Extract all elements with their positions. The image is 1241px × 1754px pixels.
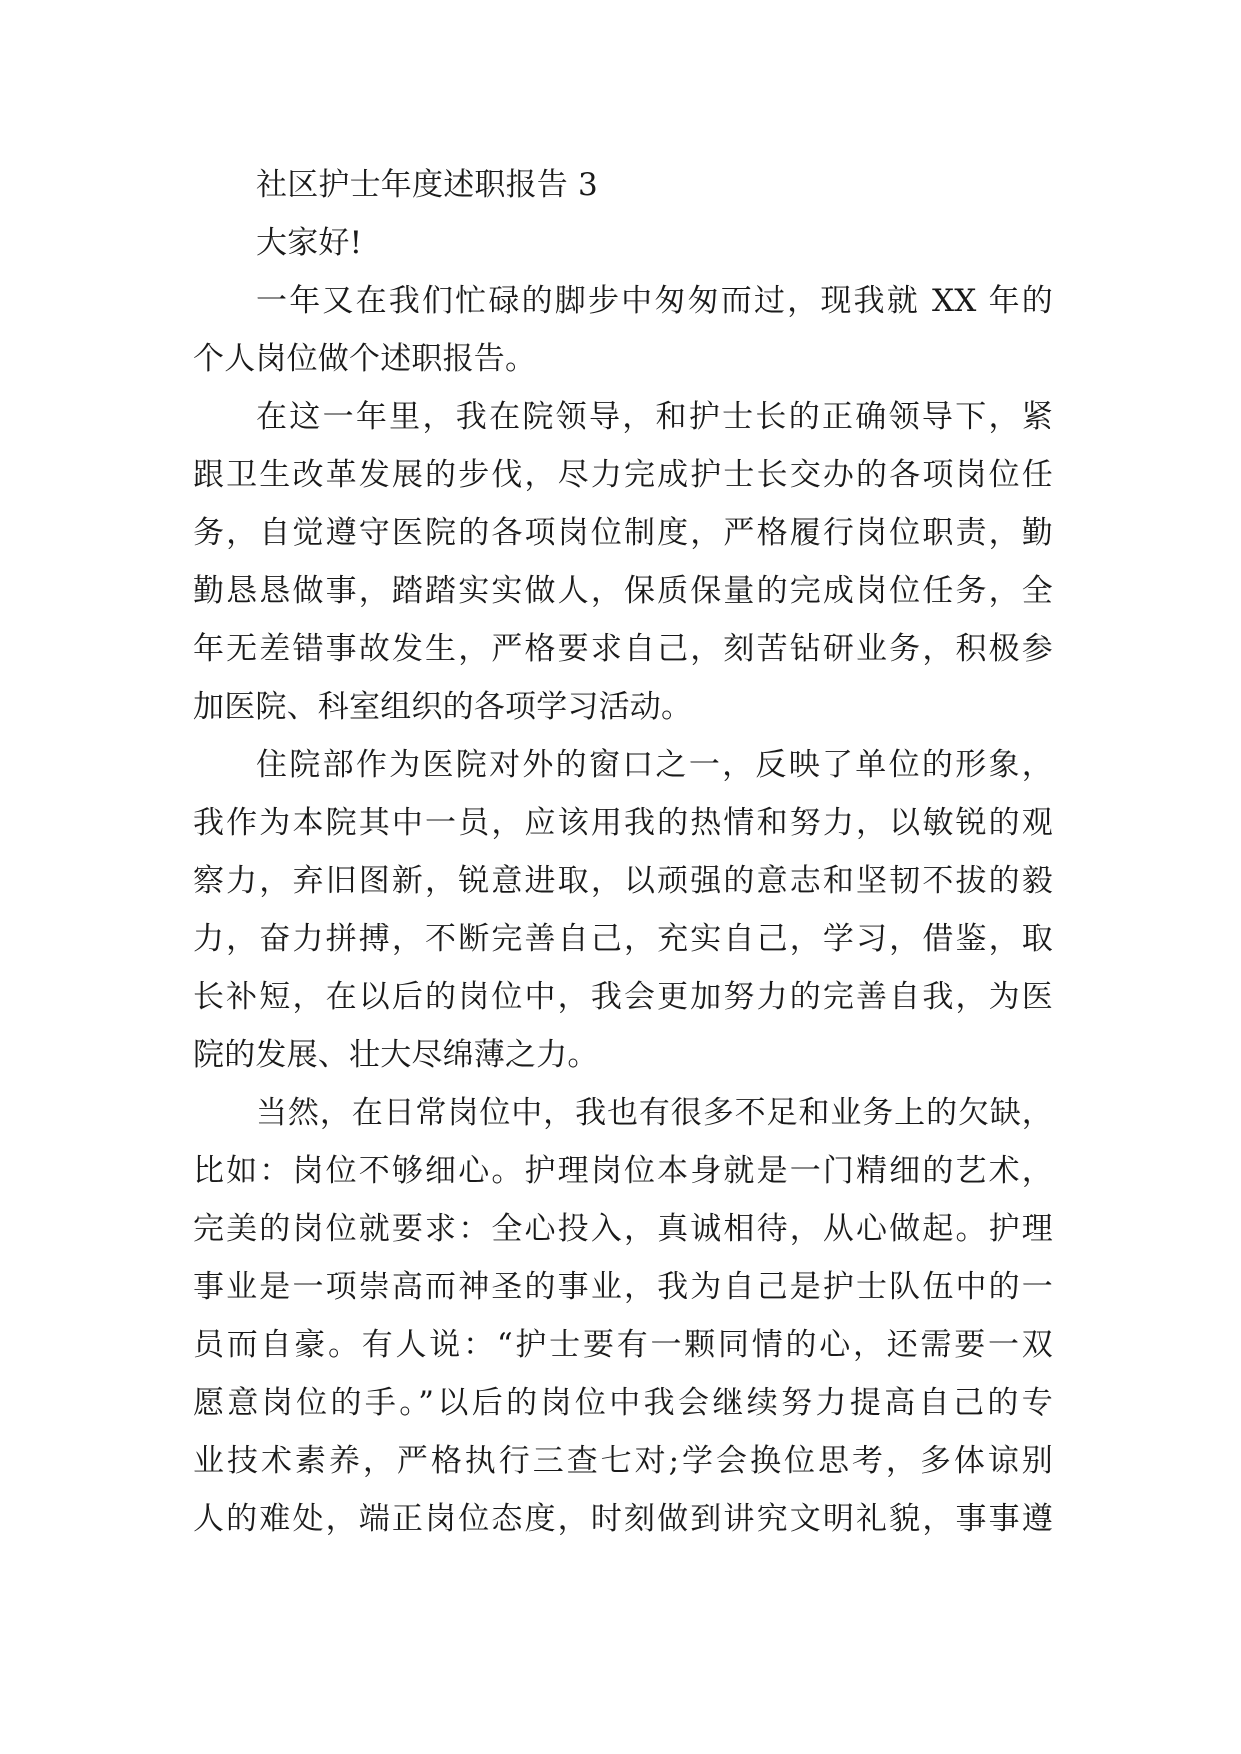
paragraph-3-line-2: 我作为本院其中一员，应该用我的热情和努力，以敏锐的观 xyxy=(193,805,1053,841)
paragraph-2-line-1: 在这一年里，我在院领导，和护士长的正确领导下，紧 xyxy=(256,399,1053,435)
paragraph-4-line-8: 人的难处，端正岗位态度，时刻做到讲究文明礼貌，事事遵 xyxy=(193,1501,1053,1537)
paragraph-2-line-4: 勤恳恳做事，踏踏实实做人，保质保量的完成岗位任务，全 xyxy=(193,573,1053,609)
paragraph-2-line-5: 年无差错事故发生，严格要求自己，刻苦钻研业务，积极参 xyxy=(193,631,1053,667)
paragraph-4-line-1: 当然，在日常岗位中，我也有很多不足和业务上的欠缺， xyxy=(256,1095,1053,1131)
paragraph-2-line-3: 务，自觉遵守医院的各项岗位制度，严格履行岗位职责，勤 xyxy=(193,515,1053,551)
paragraph-3-line-3: 察力，弃旧图新，锐意进取，以顽强的意志和坚韧不拔的毅 xyxy=(193,863,1053,899)
paragraph-4-line-2: 比如：岗位不够细心。护理岗位本身就是一门精细的艺术， xyxy=(193,1153,1053,1189)
paragraph-4-line-6: 愿意岗位的手。”以后的岗位中我会继续努力提高自己的专 xyxy=(193,1385,1053,1421)
paragraph-3-line-1: 住院部作为医院对外的窗口之一，反映了单位的形象， xyxy=(256,747,1053,783)
paragraph-1-line-2: 个人岗位做个述职报告。 xyxy=(193,341,537,377)
paragraph-2-line-6: 加医院、科室组织的各项学习活动。 xyxy=(193,689,693,725)
paragraph-4-line-3: 完美的岗位就要求：全心投入，真诚相待，从心做起。护理 xyxy=(193,1211,1053,1247)
paragraph-4-line-5: 员而自豪。有人说：“护士要有一颗同情的心，还需要一双 xyxy=(193,1327,1053,1363)
paragraph-1-line-1: 一年又在我们忙碌的脚步中匆匆而过，现我就 XX 年的 xyxy=(256,283,1053,319)
paragraph-3-line-6: 院的发展、壮大尽绵薄之力。 xyxy=(193,1037,599,1073)
document-title: 社区护士年度述职报告 3 xyxy=(256,167,598,203)
paragraph-3-line-5: 长补短，在以后的岗位中，我会更加努力的完善自我，为医 xyxy=(193,979,1053,1015)
paragraph-4-line-7: 业技术素养，严格执行三查七对;学会换位思考，多体谅别 xyxy=(193,1443,1053,1479)
greeting: 大家好! xyxy=(256,225,363,261)
paragraph-4-line-4: 事业是一项崇高而神圣的事业，我为自己是护士队伍中的一 xyxy=(193,1269,1053,1305)
paragraph-3-line-4: 力，奋力拼搏，不断完善自己，充实自己，学习，借鉴，取 xyxy=(193,921,1053,957)
paragraph-2-line-2: 跟卫生改革发展的步伐，尽力完成护士长交办的各项岗位任 xyxy=(193,457,1053,493)
